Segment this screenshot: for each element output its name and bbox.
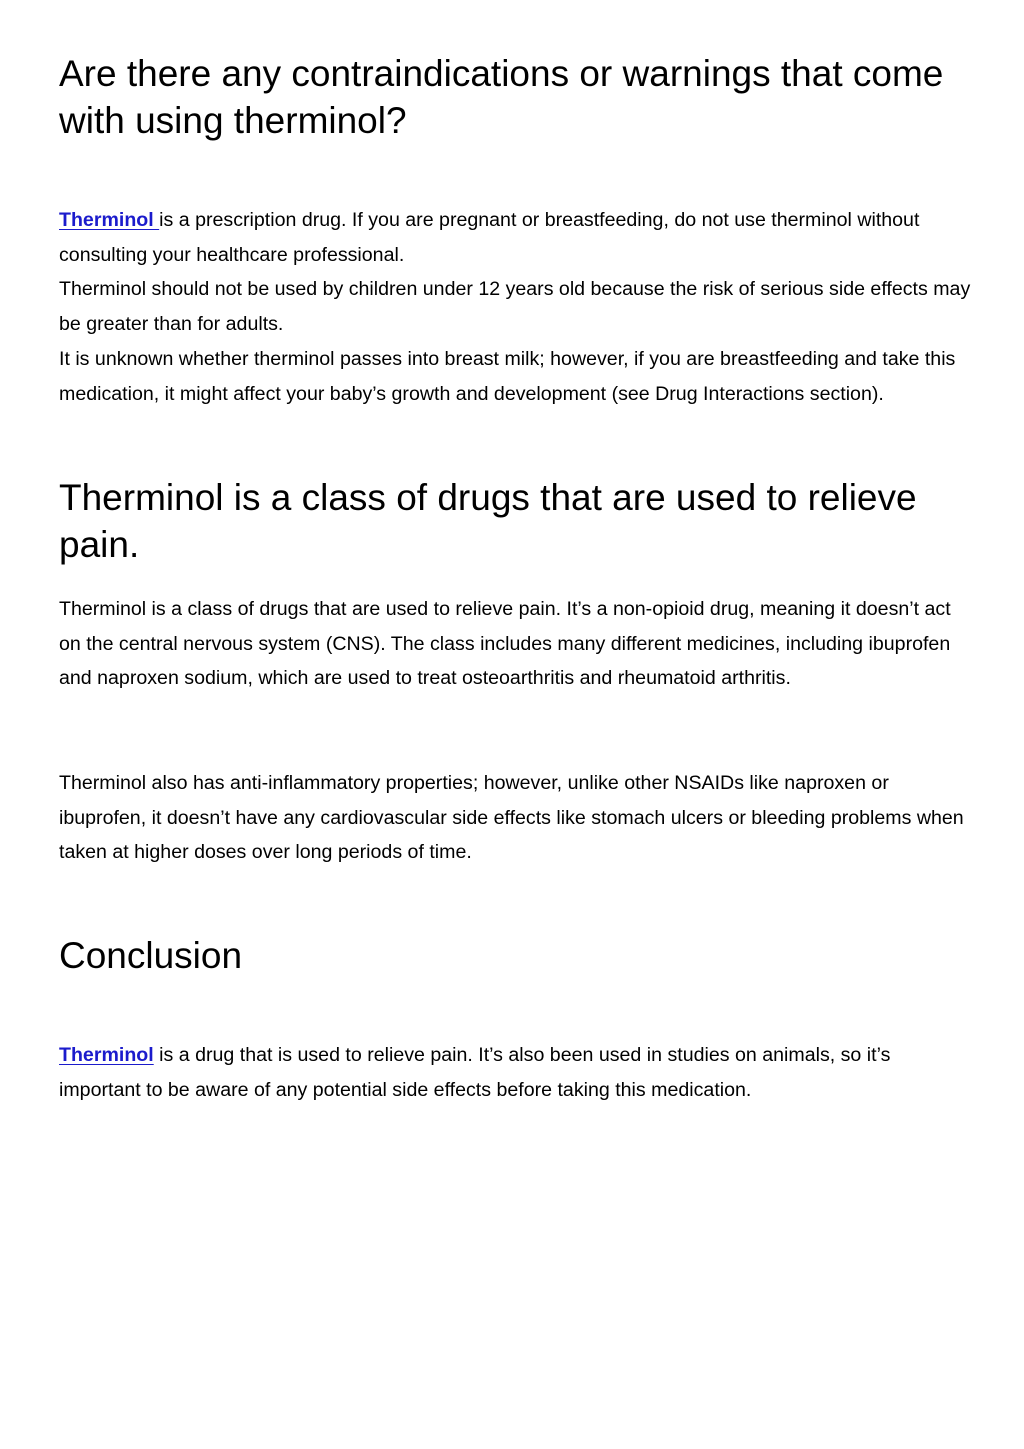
paragraph-prescription-text: is a prescription drug. If you are pregnant or breastfeeding, do not use therminol without consulting your healthcare professional. <box>59 209 920 266</box>
therminol-link[interactable]: Therminol <box>59 209 160 231</box>
section-heading-contraindications: Are there any contraindications or warnings that come with using therminol? <box>59 53 944 141</box>
section-heading-class-of-drugs: Therminol is a class of drugs that are used to relieve pain. <box>59 477 917 565</box>
therminol-link[interactable]: Therminol <box>59 1044 154 1066</box>
paragraph-conclusion <box>59 1038 971 1107</box>
paragraph-breast-milk: It is unknown whether therminol passes into breast milk; however, if you are breastfeeding and take this medication, it might affect your baby’s growth and development (see Drug Interactions section). <box>59 347 956 405</box>
paragraph-conclusion-text: is a drug that is used to relieve pain. It’s also been used in studies on animals, so it’s important to be aware of any potential side effects before taking this medication. <box>59 1044 891 1101</box>
paragraph-prescription <box>59 203 971 411</box>
paragraph-anti-inflammatory: Therminol also has anti-inflammatory properties; however, unlike other NSAIDs like naproxen or ibuprofen, it doesn’t have any cardiovascular side effects like stomach ulcers or bleeding problems when taken at higher doses over long periods of time. <box>59 772 964 864</box>
section-heading-conclusion: Conclusion <box>59 935 243 976</box>
paragraph-children: Therminol should not be used by children under 12 years old because the risk of serious side effects may be greater than for adults. <box>59 278 971 336</box>
paragraph-non-opioid: Therminol is a class of drugs that are used to relieve pain. It’s a non-opioid drug, meaning it doesn’t act on the central nervous system (CNS). The class includes many different medicines, including ibuprofen and naproxen sodium, which are used to treat osteoarthritis and rheumatoid arthritis. <box>59 598 951 690</box>
